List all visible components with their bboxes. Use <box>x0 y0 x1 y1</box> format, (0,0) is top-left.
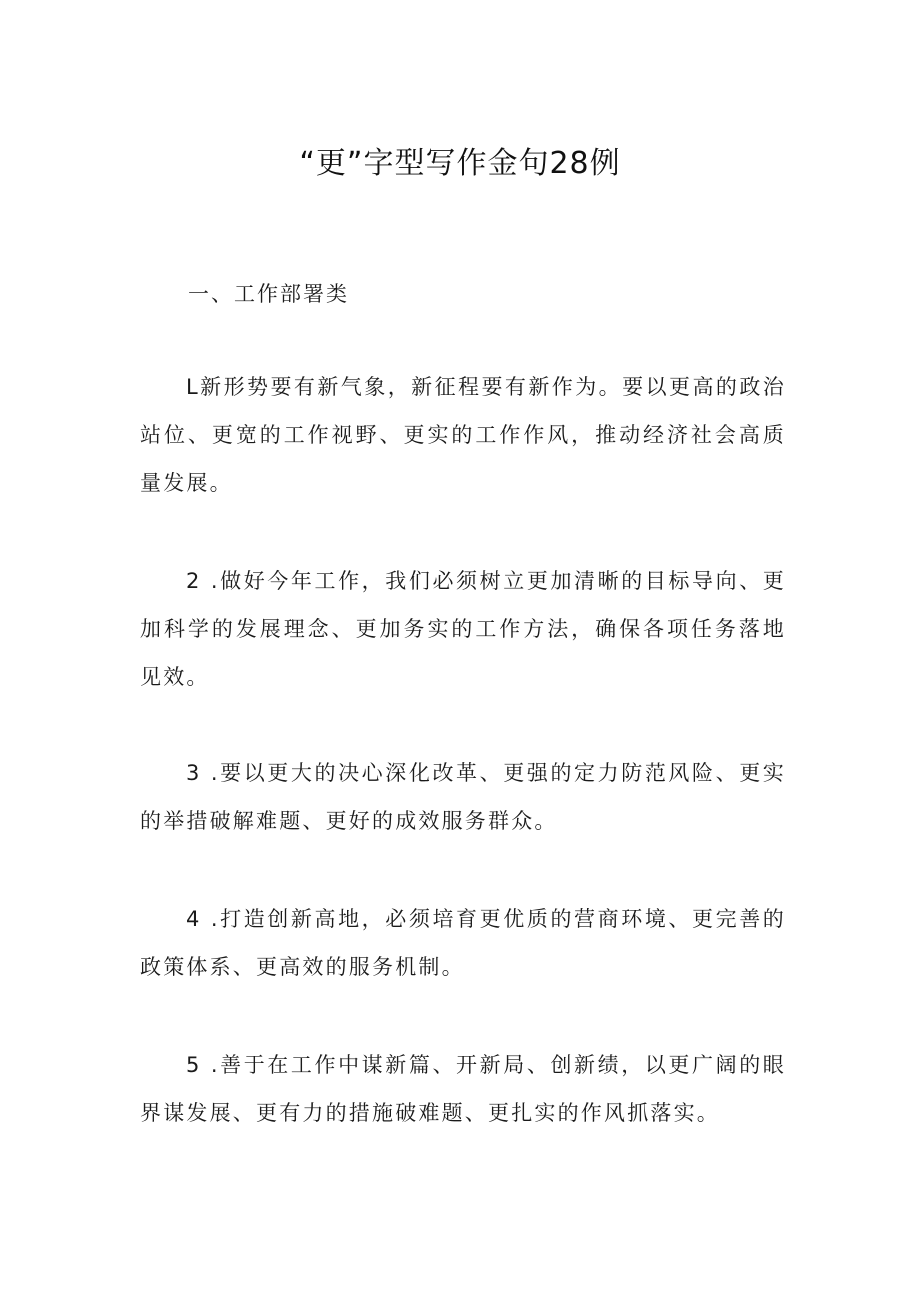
document-title: “更”字型写作金句28例 <box>299 146 621 181</box>
list-item: 4 .打造创新高地，必须培育更优质的营商环境、更完善的政策体系、更高效的服务机制。 <box>140 907 786 979</box>
section-heading: 一、工作部署类 <box>188 282 349 306</box>
list-item: L新形势要有新气象，新征程要有新作为。要以更高的政治站位、更宽的工作视野、更实的工作作风，推动经济社会高质量发展。 <box>140 375 786 495</box>
list-item: 5 .善于在工作中谋新篇、开新局、创新绩，以更广阔的眼界谋发展、更有力的措施破难题、更扎实的作风抓落实。 <box>140 1053 786 1125</box>
list-item: 3 .要以更大的决心深化改革、更强的定力防范风险、更实的举措破解难题、更好的成效服务群众。 <box>140 761 786 833</box>
list-item: 2 .做好今年工作，我们必须树立更加清晰的目标导向、更加科学的发展理念、更加务实的工作方法，确保各项任务落地见效。 <box>140 569 786 689</box>
